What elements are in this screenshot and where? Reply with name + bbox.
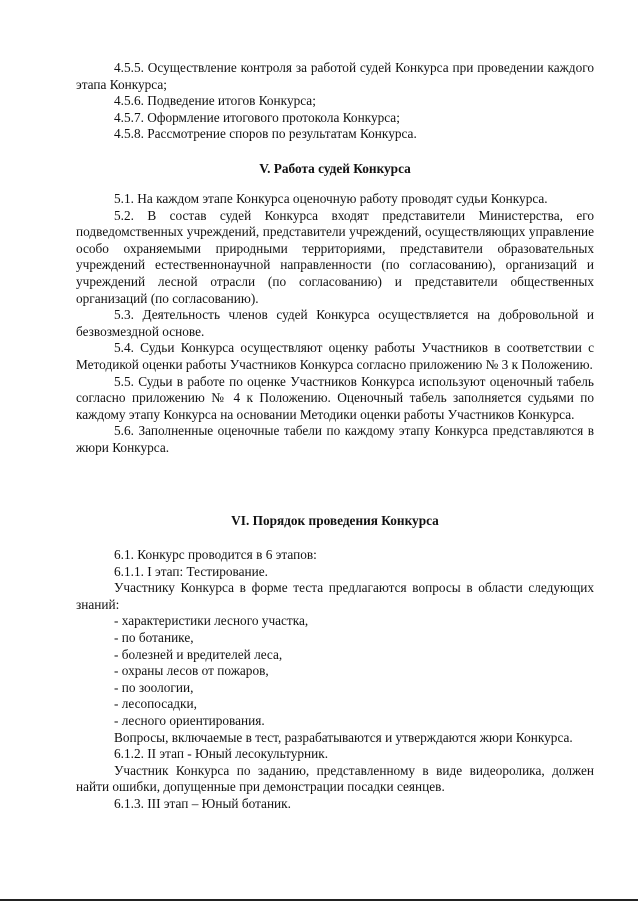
paragraph-4-5-6: 4.5.6. Подведение итогов Конкурса; (114, 93, 316, 109)
paragraph-5-6: 5.6. Заполненные оценочные табели по каждому этапу Конкурса представляются в жюри Конкурса. (76, 423, 594, 455)
paragraph-4-5-5: 4.5.5. Осуществление контроля за работой судей Конкурса при проведении каждого этапа Конкурса; (76, 60, 594, 92)
paragraph-5-2: 5.2. В состав судей Конкурса входят представители Министерства, его подведомственных учреждений, представители учреждений, осуществляющих управление особо охраняемыми природными территориями, представители образовательных учреждений естественнонаучной направленности (по согласованию), организаций и учреждений лесной отрасли (по согласованию) и представители общественных организаций (по согласованию). (76, 207, 594, 306)
list-item: - по зоологии, (114, 679, 194, 695)
section-5-body (76, 191, 594, 457)
paragraph-test-intro: Участнику Конкурса в форме теста предлагаются вопросы в области следующих знаний: (76, 580, 594, 612)
paragraph-5-3: 5.3. Деятельность членов судей Конкурса осуществляется на добровольной и безвозмездной основе. (76, 307, 594, 339)
paragraph-6-1: 6.1. Конкурс проводится в 6 этапов: (114, 547, 317, 562)
section-6-body (76, 547, 594, 813)
paragraph-5-5: 5.5. Судьи в работе по оценке Участников Конкурса используют оценочный табель согласно приложению № 4 к Положению. Оценочный табель заполняется судьями по каждому этапу Конкурса на основании Методики оценки работы Участников Конкурса. (76, 373, 594, 422)
list-item: - лесопосадки, (114, 696, 197, 712)
paragraph-4-5-7: 4.5.7. Оформление итогового протокола Конкурса; (114, 109, 400, 125)
paragraph-6-1-2: 6.1.2. II этап - Юный лесокультурник. (114, 746, 329, 762)
page-bottom-edge (0, 899, 638, 901)
list-item: - охраны лесов от пожаров, (114, 663, 269, 679)
list-item: - лесного ориентирования. (114, 712, 265, 728)
list-item: - болезней и вредителей леса, (114, 646, 283, 662)
paragraph-5-1: 5.1. На каждом этапе Конкурса оценочную работу проводят судьи Конкурса. (114, 191, 548, 206)
list-item: - по ботанике, (114, 629, 194, 645)
paragraph-6-1-3: 6.1.3. III этап – Юный ботаник. (114, 795, 291, 811)
paragraph-4-5-8: 4.5.8. Рассмотрение споров по результатам Конкурса. (114, 126, 417, 142)
paragraph-test-questions: Вопросы, включаемые в тест, разрабатываются и утверждаются жюри Конкурса. (114, 729, 573, 745)
section-5-heading: V. Работа судей Конкурса (259, 161, 411, 176)
paragraph-6-1-1: 6.1.1. I этап: Тестирование. (114, 563, 268, 579)
paragraph-stage-2-task: Участник Конкурса по заданию, представленному в виде видеоролика, должен найти ошибки, допущенные при демонстрации посадки сеянцев. (76, 762, 594, 795)
list-item: - характеристики лесного участка, (114, 613, 309, 629)
section-6-heading: VI. Порядок проведения Конкурса (231, 513, 439, 528)
intro-block (76, 60, 594, 143)
paragraph-5-4: 5.4. Судьи Конкурса осуществляют оценку работы Участников в соответствии с Методикой оценки работы Участников Конкурса согласно приложению № 3 к Положению. (76, 340, 594, 372)
